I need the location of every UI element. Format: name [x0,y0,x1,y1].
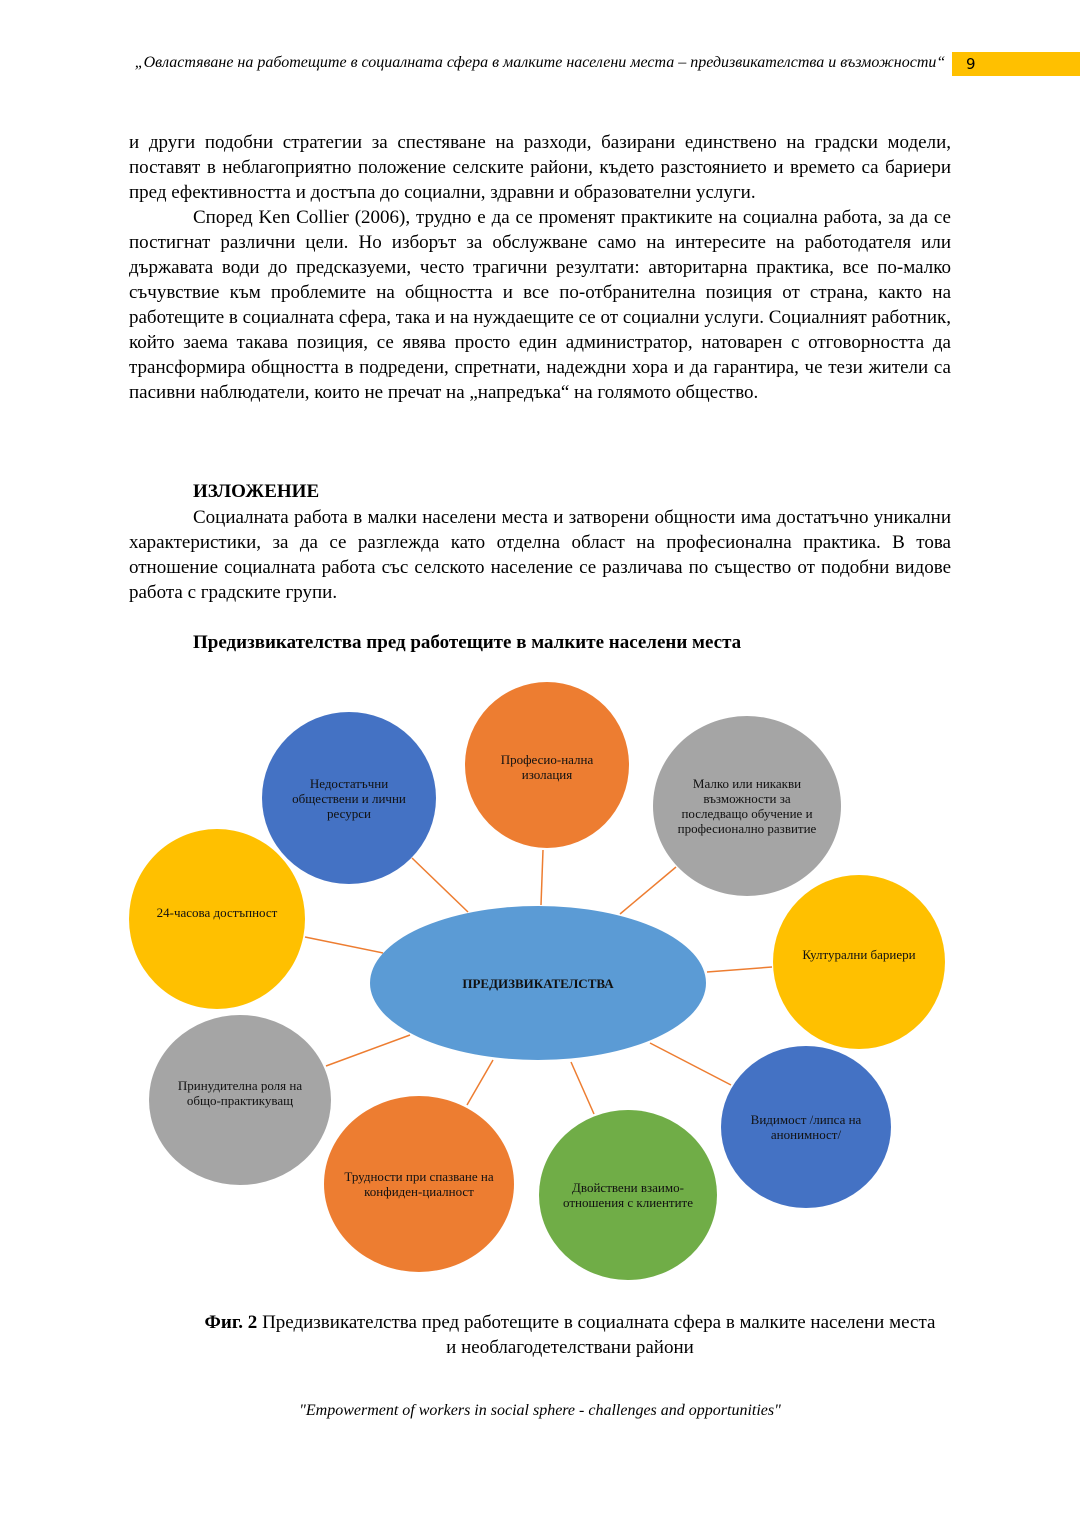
figure-label: Фиг. 2 [204,1312,258,1333]
node-generalist: Принудителна роля на общо-практикуващ [149,1015,331,1185]
figure-caption-text: Предизвикателства пред работещите в социалната сфера в малките населени места и необлагодетелствани райони [257,1312,936,1358]
connector-line [326,1035,410,1066]
connector-line [650,1043,731,1085]
diagram-title: Предизвикателства пред работещите в малките населени места [193,632,742,653]
section-paragraph: Социалната работа в малки населени места и затворени общности има достатъчно уникални характеристики, за да се разглежда като отделна област на професионална практика. В това отношение социалната работа със селското население се различава по същество от подобни видове работа с градските групи. [129,507,951,603]
node-availability: 24-часова достъпност [129,829,305,1009]
node-confidentiality: Трудности при спазване на конфиден-циалност [324,1096,514,1272]
connector-line [541,850,543,905]
node-cultural: Културални бариери [773,875,945,1049]
section-heading: ИЗЛОЖЕНИЕ [193,481,320,502]
running-header: „Овластяване на работещите в социалната сфера в малките населени места – предизвикателства и възможности“ [134,54,946,71]
connector-line [412,858,468,912]
connector-line [620,867,676,914]
running-footer: "Empowerment of workers in social sphere - challenges and opportunities" [299,1402,781,1419]
connector-line [467,1060,493,1105]
connector-line [571,1062,594,1114]
node-isolation: Професио-нална изолация [465,682,629,848]
node-resources: Недостатъчни обществени и лични ресурси [262,712,436,884]
page-number: 9 [952,52,1080,76]
paragraph: и други подобни стратегии за спестяване на разходи, базирани единствено на градски модели, поставят в неблагоприятно положение селските райони, където разстоянието и времето са бариери пред ефективността и достъпа до социални, здравни и образователни услуги. [129,132,951,203]
connector-line [707,967,772,972]
node-training: Малко или никакви възможности за последващо обучение и професионално развитие [653,716,841,896]
node-visibility: Видимост /липса на анонимност/ [721,1046,891,1208]
center-node: ПРЕДИЗВИКАТЕЛСТВА [370,906,706,1060]
figure-caption [200,1310,940,1360]
paragraph: Според Ken Collier (2006), трудно е да се променят практиките на социална работа, за да се постигнат различни цели. Но изборът за обслужване само на интересите на работодателя или държавата води до предсказуеми, често трагични резултати: авторитарна практика, все по-малко съчувствие към проблемите на общността и все по-отбранителна позиция от страна, както на работещите в социалната сфера, така и на нуждаещите се от социални услуги. Социалният работник, който заема такава позиция, се явява просто един администратор, натоварен с отговорността да трансформира общността в подредени, спретнати, надеждни хора и да гарантира, че тези жители са пасивни наблюдатели, които не пречат на „напредъка“ на голямото общество. [129,207,951,403]
connector-line [305,937,383,953]
node-dual-relations: Двойствени взаимо-отношения с клиентите [539,1110,717,1280]
